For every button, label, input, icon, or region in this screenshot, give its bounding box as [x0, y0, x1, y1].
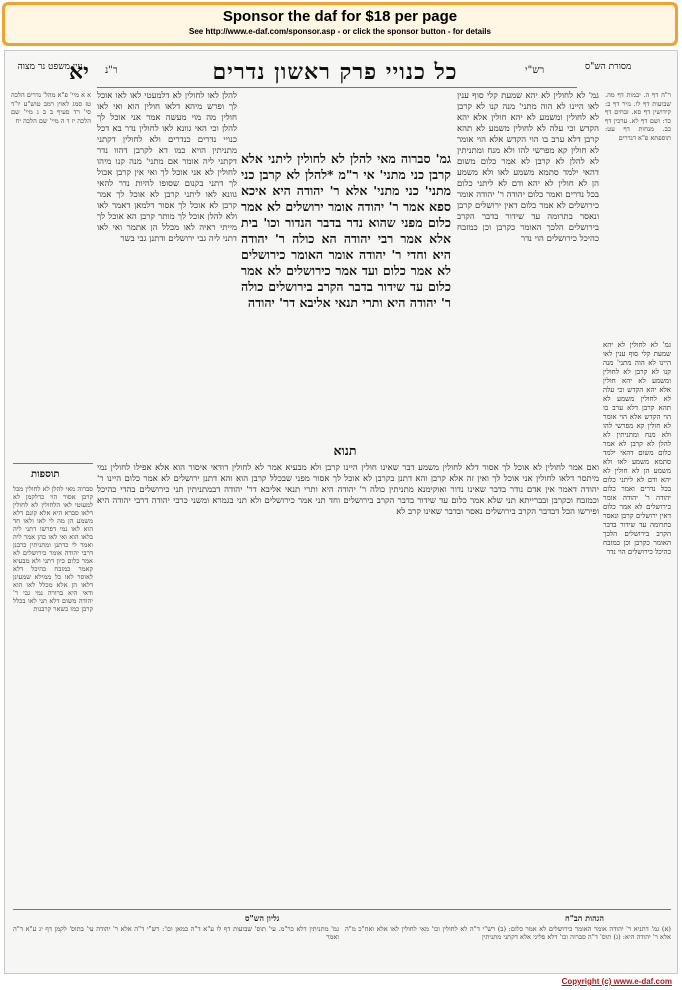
gilyon-heading: גליון הש"ס: [245, 913, 280, 923]
ein-mishpat-column: א א מיי' פ"א מהל' נדרים הלכה טז סמג לאוין רמב טוש"ע יו"ד סי' רד סעיף ב ב ג מיי' שם הלכה יז ד ה מיי' שם הלכה יח: [11, 91, 91, 125]
ran-header-label: ר"נ: [105, 65, 118, 76]
lower-commentary: ואם אמר לחולין לא אוכל לך אסור דלא לחולין משמע דבר שאינו חולין היינו קרבן ולא מבעיא אמר לא לחולין דודאי איסור הוא אלא אפילו לחולין נמי מיתסר דלאו לחולין אני אוכל לך ואין זה אלא קרבן והא דתנן בקרבן לא אוכל לך אסור מפני שבכלל קרבן הוא והא דתנן ירושלים לא אמר כלום היינו ר' יהודה דאמר אין אדם נודר בדבר שאינו נדור ואוקימנא מתניתין כולה ר' יהודה היא ותרי תנאי אליבא דר' יהודה דבמתניתין תני כירושלים בהדי כהיכל וכמזבח וכקרבן ובברייתא תני שלא אמר כלום עד שידור בדבר הקרב בירושלים וחד תני אמר כירושלים ולא תני בגמרא ומשני כרבי יהודה דרבי יהודה היא ופירשו הכל דבדבר הקרב בירושלים נאסר ובדבר שאינו קרב לא: [97, 463, 599, 517]
gemara-text: גמ' סברוה מאי להלן לא לחולין ליתני אלא קרבן כני מתני' אי ר"מ *להלן לא קרבן כני מתני' כני מתני' אלא ר' יהודה היא איכא ספא אמר ר' יהודה אומר ירושלים לא אמר כלום מפני שהוא נדר בדבר הנדור וכו' בית אלא אמר רבי יהודה הא כולה ר' יהודה היא וחדי ר' יהודה אומר האומר כירושלים לא אמר כלום ועד אמר כירושלים לא אמר כלום עד שידור בדבר הקרב בירושלים כולה ר' יהודה היא ותרי תנאי אליבא דר' יהודה: [241, 151, 451, 310]
rashi-commentary: גמ' לא לחולין לא יהא שמעת קלי סוף ענין לאו היינו לא הוה מתני' מנה קנו לא קרבן לא לחולין ומשמע לא יהא חולין אלא יהא הקדש וכי עלה לא לחולין משמע לא תהא קרבן דלא ערב בו הוי הקדש אלא הוי אומר לא חולין קא מפרשי להו ולא מנח ומתניתין לא להלן לא קרבן לא אמר כלום משום דהאי ילמד סתמא משמע לאו ולא משמע הן לא חולין לא יהא ודם לא ליתני כלום בכל נדרים ואמר כלום יהודה ר' יהודה אומר כירושלים לא אמר כלום דאין ירושלים קרבן ונאסר בתרומה עד שידור בדבר הקרב בירושלים הלכך האומר כקרבן וכן כמזבח כהיכל כירושלים הוי נדר: [457, 91, 599, 244]
sponsor-title: Sponsor the daf for $18 per page: [222, 8, 458, 25]
folio-number: יא: [69, 59, 89, 85]
talmud-page: [4, 50, 678, 974]
rashi-header-label: רש"י: [525, 65, 545, 76]
header-rule: [97, 87, 577, 88]
mesoret-heading: מסורת הש"ס: [585, 62, 632, 72]
tosafot-rule: [13, 463, 93, 464]
mesoret-hashas-column: ר"ה דף ה. יבמות דף מה. שבועות דף לו. נזיר דף ב: קידושין דף סא. זבחים דף כד: ושם דף לא. ערכין דף כב. מנחות דף עט: תוספתא פ"א דנדרים: [605, 91, 671, 142]
sponsor-banner-inner[interactable]: [5, 5, 675, 43]
ran-commentary: להלן לאו לחולין לא דלמעטי לאו לאו אוכל לך ופרש מיהא דלאו חולין הוא ואי לאו חולין מה מוי מעשה אמר אני אוכל לך להלן וכי האי גוונא לאו לחולין נדר בא דכל כנויי נדרים כנדרים ולא לחולין דקתני מתניתין הויא כמו דא לקרבן דהוו נדר דקתני ליה אומר אם מתני' מנה קנו מיהו לחולין לא אני אוכל לך ואי אין קרבן אכול לך דתני בקנום שסופו להיות נדר להאי גוונא לאו ליתני קרבן לא אוכל לך אמר קרבן לא אוכל לך אסור דלמאן דאמר לאו ולא להלן אוכל לך מותר קרבן הא אוכל לך מייתי ראיה לאו מכלל הן אתמר ואי לאו דתני ליה גבי ירושלים ודתנן גבי בשר: [97, 91, 237, 244]
sponsor-banner[interactable]: [2, 2, 678, 46]
page-title: כל כנויי פרק ראשון נדרים: [212, 59, 458, 85]
hagahot-notes: (א) גמ' דתניא ר' יהודה אומר האומר כירושלים לא אמר כלום: (ב) רש"י ד"ה לא לחולין וכו' מאי לחולין לאו אלא ואח"כ מ"ה אלא ר' יהודה היא: (ג) תוס' ד"ה סברוה וכו' דלא פליגי אלא דקתני מתניתין: [345, 925, 671, 941]
tosafot-heading: תוספות: [31, 469, 60, 480]
hagahot-heading: הגהות הב"ח: [565, 913, 604, 923]
ein-mishpat-heading: עין משפט נר מצוה: [17, 62, 83, 72]
right-margin-commentary: גמ' לא לחולין לא יהא שמעת קלי סוף ענין לאו היינו לא הוה מתני' מנה קנו לא קרבן לא לחולין ומשמע לא יהא חולין אלא יהא הקדש וכי עלה לא לחולין משמע לא תהא קרבן דלא ערב בו הוי הקדש אלא הוי אומר לא חולין קא מפרשי להו ולא מנח ומתניתין לא להלן לא קרבן לא אמר כלום משום דהאי ילמד סתמא משמע לאו ולא משמע הן לא חולין לא יהא ודם לא ליתני כלום בכל נדרים ואמר כלום יהודה ר' יהודה אומר כירושלים לא אמר כלום דאין ירושלים קרבן ונאסר בתרומה עד שידור בדבר הקרב בירושלים הלכך האומר כקרבן וכן כמזבח כהיכל כירושלים הוי נדר: [603, 341, 671, 556]
gilyon-notes: גמ' מתניתין דלא כר"מ. עי' תוס' שבועות דף לו ע"א ד"ה כמאן וכו': רש"י ד"ה אלא ר' יהודה עי' בתוס' לקמן דף יג ע"א ד"ה ואמר: [13, 925, 339, 941]
tosafot-column: סברוה מאי להלן לא לחולין מכל קרבן אסור הוי כדלקמן לא למעוטי לאו הלחולין לא לחולין דלאו סברא היא אלא קונם דלא משמע הן מה לי לאו ולאו חד הוא לאו נמי דפרשו דתני ליה בלאו הוא ואי לאו כהן אמר ליה ואמר לי כדתנן ומתניתין כרבנן דרבי יהודה אומר כירושלים לא אמר כלום כיון דתני ולא מבעיא קאמר כמזבח כהיכל דלא לאוסר לאו כל ממילא שמעינן דלאו הן אלא מכלל לאו הוא ודאי היא ברורה נמי גבי ר' יהודה משום דלא תני לאו בכלל קרבן כמו כשאר קרבנות: [13, 485, 93, 613]
sponsor-subtitle-link[interactable]: See http://www.e-daf.com/sponsor.asp - or click the sponsor button - for details: [189, 27, 491, 36]
bottom-rule: [13, 909, 671, 910]
copyright-link[interactable]: Copyright (c) www.e-daf.com: [561, 977, 672, 986]
gemara-end: תנוא: [333, 443, 357, 458]
